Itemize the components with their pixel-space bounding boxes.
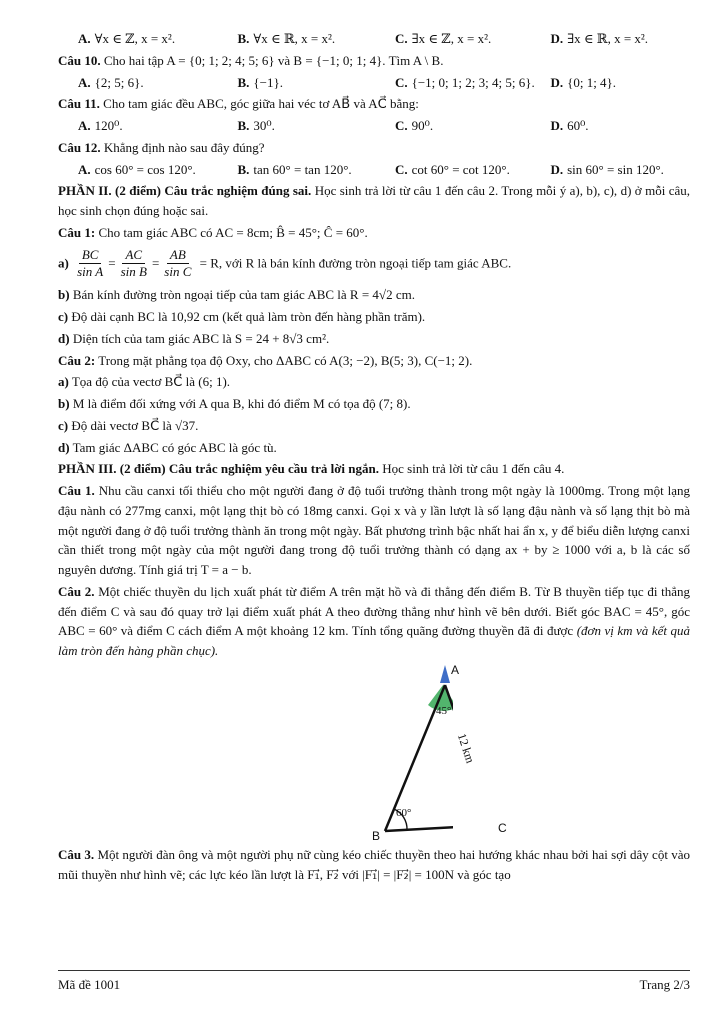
vertex-b-label: B [372,828,381,843]
section-title: PHẦN III. (2 điểm) Câu trắc nghiệm yêu cầu trả lời ngắn. [58,461,379,477]
vertex-c-label: C [498,820,507,835]
fraction-3: $\frac{AB}{\text{sin C}}$ [164,246,192,280]
choice-b[interactable]: B. 30⁰. [237,118,275,133]
question-title: Câu 2. [58,583,95,599]
choice-d[interactable]: D. ∃x ∈ ℝ, x = x². [550,31,649,46]
question-text: Một người đàn ông và một người phụ nữ cùng kéo chiếc thuyền theo hai hướng khác nhau bởi hai sợi dây cột vào mũi thuyền như hình vẽ; các lực kéo lần lượt là F₁⃗, F₂⃗ với |F₁⃗| = |F₂⃗| = 100N và góc tạo [58,846,691,882]
question-text: Một chiếc thuyền du lịch xuất phát từ điểm A trên mặt hồ và đi thẳng đến điểm B. Từ B thuyền tiếp tục đi thẳng đến điểm C và sau đó quay trở lại điểm xuất phát A theo đường thẳng như hình vẽ bên dưới. Biết góc BAC = 45°, góc ABC = 60° và điểm C cách điểm A một khoảng 12 km. Tính tổng quãng đường thuyền đã đi được [58,583,691,639]
item-label: a) [58,254,69,270]
p2q1-item-b[interactable]: b) Bán kính đường tròn ngoại tiếp của tam giác ABC là R = 4√2 cm. [58,287,415,303]
p2-question-1 [58,223,690,243]
choice-b[interactable]: B. ∀x ∈ ℝ, x = x². [237,31,336,46]
side-ac-label: 12 km [454,731,478,765]
question-title: Câu 12. [58,139,101,155]
angle-a-label: 45° [436,704,452,717]
question-text: Cho tam giác đều ABC, góc giữa hai véc tơ AB⃗ và AC⃗ bằng: [103,96,419,112]
content [58,28,690,886]
choice-c[interactable]: C. 90⁰. [394,118,434,133]
question-text: Cho tam giác ABC có AC = 8cm; B̂ = 45°; Ĉ = 60°. [98,224,368,240]
choice-a[interactable]: A. 120⁰. [78,118,123,133]
question-12 [58,138,690,158]
triangle-figure [58,663,690,843]
part-3-heading [58,459,690,479]
question-title: Câu 1. [58,483,95,499]
choice-b[interactable]: B. tan 60° = tan 120°. [237,161,352,177]
fraction-2: $\frac{AC}{\text{sin B}}$ [120,246,147,280]
choice-c[interactable]: C. ∃x ∈ ℤ, x = x². [394,31,492,46]
p2q1-item-a[interactable]: a) $\frac{BC}{\text{sin A}}$ = $\frac{AC}{\text{sin B}}$ = $\frac{AB}{\text{sin C}}$ = R, với R là bán kính đường tròn ngoại tiếp tam giác ABC. [58,246,512,280]
p2q2-item-a[interactable]: a) Tọa độ của vectơ BC⃗ là (6; 1). [58,374,231,390]
boat-icon [440,665,450,683]
p3-question-1 [58,481,690,580]
vertex-a-label: A [451,662,460,677]
p2q2-item-c[interactable]: c) Độ dài vectơ BC⃗ là √37. [58,417,199,433]
section-intro: Học sinh trả lời từ câu 1 đến câu 4. [382,461,565,477]
fraction-1: $\frac{BC}{\text{sin A}}$ [77,246,104,280]
question-title: Câu 2: [58,352,96,368]
side-bc [385,825,453,831]
exam-code: Mã đề 1001 [58,977,121,992]
p2q2-item-b[interactable]: b) M là điểm đối xứng với A qua B, khi đó điểm M có tọa độ (7; 8). [58,396,411,412]
p2-question-2 [58,351,690,371]
page-footer [58,970,690,995]
q9-choices [58,29,690,49]
section-title: PHẦN II. (2 điểm) Câu trắc nghiệm đúng sai. [58,183,312,199]
q10-choices [58,73,690,93]
question-text: Trong mặt phẳng tọa độ Oxy, cho ΔABC có A(3; −2), B(5; 3), C(−1; 2). [98,352,473,368]
question-text: Cho hai tập A = {0; 1; 2; 4; 5; 6} và B = {−1; 0; 1; 4}. Tìm A \ B. [103,52,444,68]
choice-b[interactable]: B. {−1}. [237,74,283,90]
question-text: Nhu cầu canxi tối thiểu cho một người đang ở độ tuổi trưởng thành trong một ngày là 1000mg. Trong một lạng đậu nành có 277mg canxi, một lạng thịt bò có 18mg canxi. Gọi x và y lần lượt là số lạng đậu nành và số lạng thịt bò mà một người đang ở độ tuổi trưởng thành ăn trong một ngày. Bất phương trình bậc nhất hai ẩn x, y để biểu diễn lượng canxi cần thiết trong một ngày của một người đang trong độ tuổi trưởng thành có dạng ax + by ≥ 1000 với a, b là các số nguyên dương. Tính giá trị T = a − b. [58,483,691,578]
question-title: Câu 11. [58,96,100,112]
question-note: (đơn vị km và kết quả làm tròn đến hàng phần chục). [58,623,690,659]
part-2-heading [58,181,690,221]
question-text: Khẳng định nào sau đây đúng? [103,139,265,155]
p3-question-2 [58,582,690,661]
page-number: Trang 2/3 [639,977,690,992]
question-10 [58,51,690,71]
question-11 [58,94,690,114]
choice-a[interactable]: A. cos 60° = cos 120°. [78,161,196,177]
triangle-diagram [303,663,453,843]
p2q1-item-d[interactable]: d) Diện tích của tam giác ABC là S = 24 + 8√3 cm². [58,330,330,346]
choice-d[interactable]: D. 60⁰. [550,118,589,133]
question-title: Câu 1: [58,224,96,240]
section-intro: Học sinh trả lời từ câu 1 đến câu 2. Trong mỗi ý a), b), c), d) ở mỗi câu, học sinh chọn đúng hoặc sai. [58,183,690,218]
choice-c[interactable]: C. {−1; 0; 1; 2; 3; 4; 5; 6}. [394,74,535,90]
question-title: Câu 3. [58,846,95,862]
p2q2-item-d[interactable]: d) Tam giác ΔABC có góc ABC là góc tù. [58,439,277,455]
q11-choices [58,116,690,136]
question-title: Câu 10. [58,52,101,68]
p2q1-item-c[interactable]: c) Độ dài cạnh BC là 10,92 cm (kết quả làm tròn đến hàng phần trăm). [58,309,426,325]
choice-d[interactable]: D. sin 60° = sin 120°. [550,161,664,177]
p3-question-3 [58,845,690,885]
choice-a[interactable]: A. {2; 5; 6}. [78,74,144,90]
choice-a[interactable]: A. ∀x ∈ ℤ, x = x². [78,31,176,46]
angle-b-label: 60° [396,806,412,819]
q12-choices [58,160,690,180]
choice-c[interactable]: C. cot 60° = cot 120°. [394,161,510,177]
item-text: = R, với R là bán kính đường tròn ngoại tiếp tam giác ABC. [199,254,512,270]
choice-d[interactable]: D. {0; 1; 4}. [550,74,617,90]
